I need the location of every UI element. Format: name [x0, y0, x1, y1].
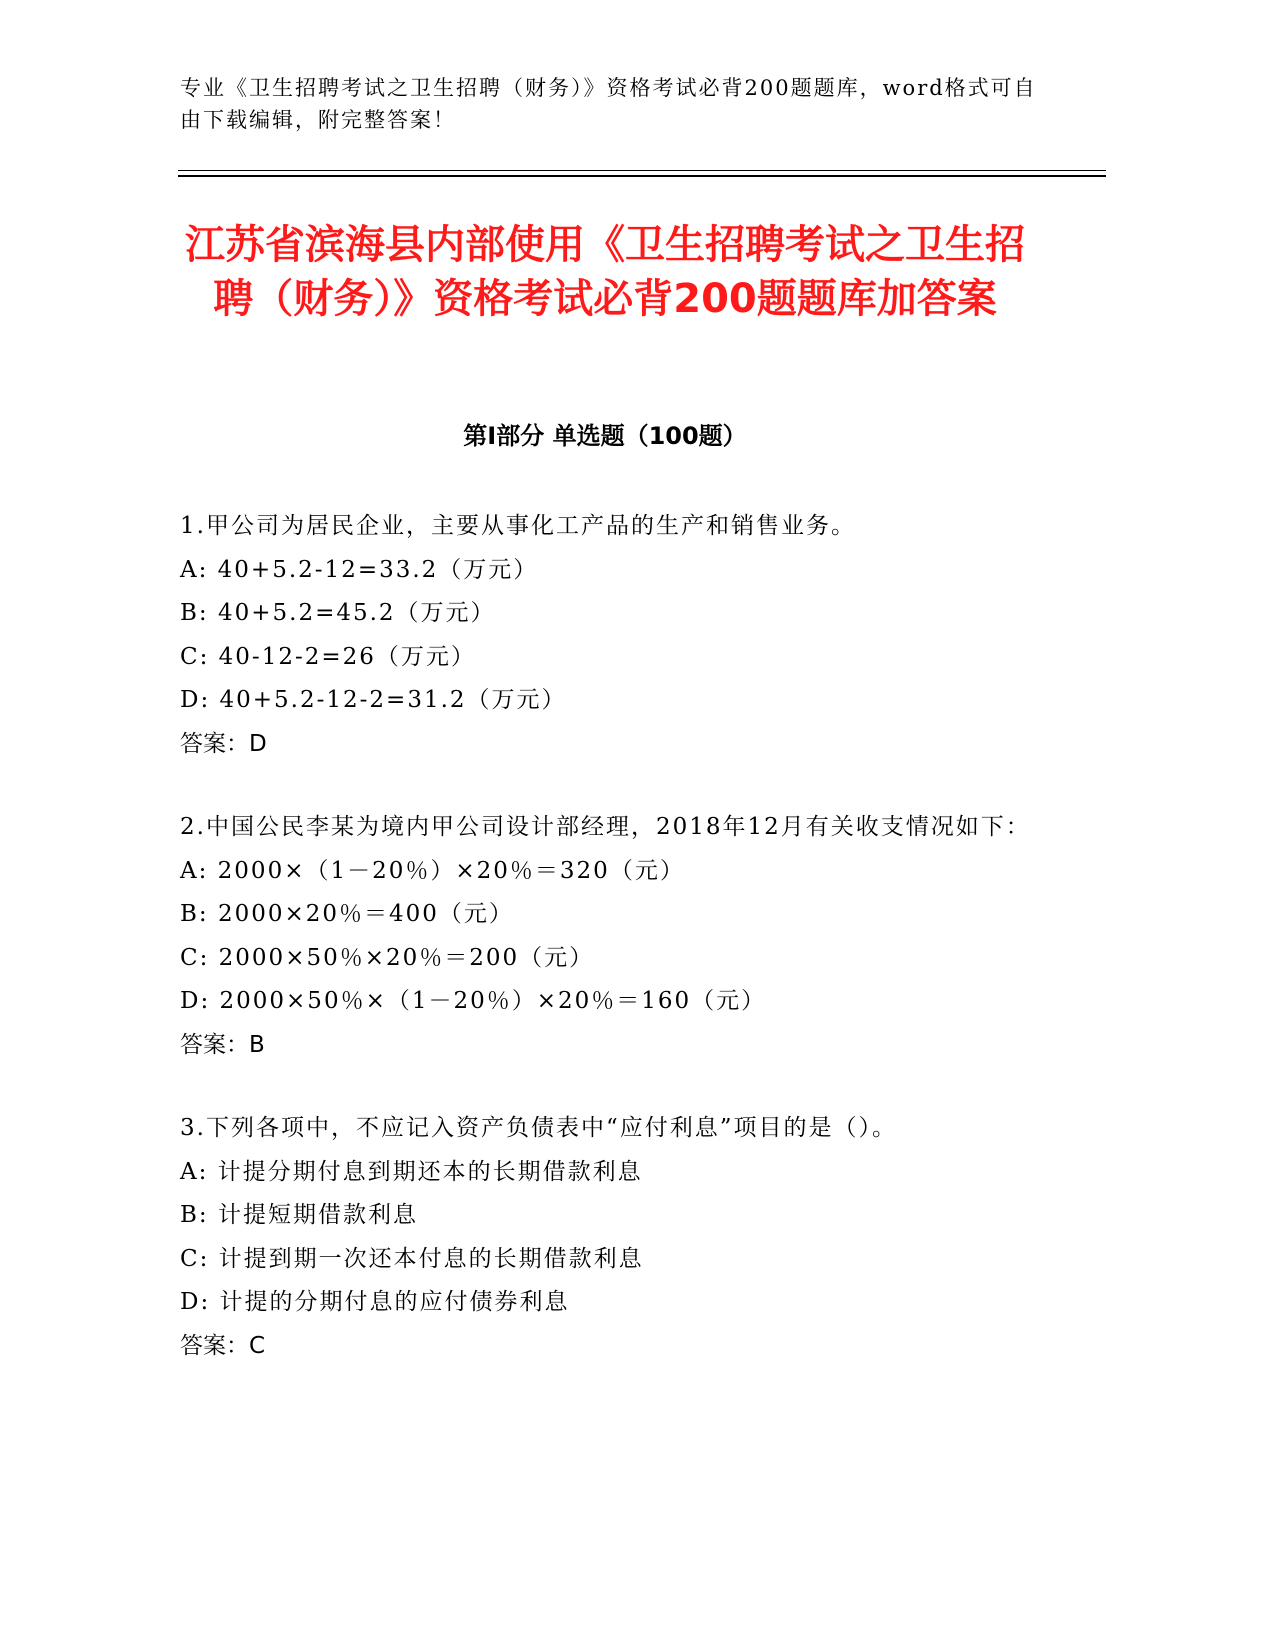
- header-divider-thin: [178, 170, 1106, 171]
- question-2: [180, 806, 1040, 1067]
- answer: 答案：D: [180, 730, 267, 757]
- question-stem: 3.下列各项中，不应记入资产负债表中“应付利息”项目的是（）。: [180, 1115, 897, 1141]
- option-c: C: 2000×50％×20％＝200（元）: [180, 944, 595, 971]
- header-note: 专业《卫生招聘考试之卫生招聘（财务）》资格考试必背200题题库，word格式可自由下载编辑，附完整答案！: [180, 76, 1037, 132]
- option-c: C: 40-12-2=26（万元）: [180, 643, 476, 670]
- option-a: A: 2000×（1－20％）×20％＝320（元）: [180, 857, 685, 884]
- question-1: [180, 505, 1040, 766]
- option-a: A: 计提分期付息到期还本的长期借款利息: [180, 1158, 643, 1185]
- section-title: 第I部分 单选题（100题）: [463, 422, 747, 450]
- option-d: D: 40+5.2-12-2=31.2（万元）: [180, 687, 567, 713]
- question-stem: 2.中国公民李某为境内甲公司设计部经理，2018年12月有关收支情况如下：: [180, 814, 1031, 840]
- option-a: A: 40+5.2-12=33.2（万元）: [180, 556, 539, 583]
- option-b: B: 40+5.2=45.2（万元）: [180, 600, 496, 626]
- answer: 答案：B: [180, 1031, 265, 1058]
- option-b: B: 2000×20％＝400（元）: [180, 901, 514, 927]
- option-b: B: 计提短期借款利息: [180, 1202, 418, 1228]
- question-3: [180, 1107, 1040, 1368]
- option-d: D: 2000×50％×（1－20％）×20％＝160（元）: [180, 988, 767, 1014]
- answer: 答案：C: [180, 1332, 266, 1359]
- option-d: D: 计提的分期付息的应付债券利息: [180, 1289, 570, 1315]
- question-list: [180, 505, 1040, 1408]
- option-c: C: 计提到期一次还本付息的长期借款利息: [180, 1245, 644, 1272]
- question-stem: 1.甲公司为居民企业，主要从事化工产品的生产和销售业务。: [180, 513, 856, 539]
- header-divider-thick: [178, 175, 1106, 177]
- document-title: 江苏省滨海县内部使用《卫生招聘考试之卫生招聘（财务）》资格考试必背200题题库加答案: [185, 222, 1025, 322]
